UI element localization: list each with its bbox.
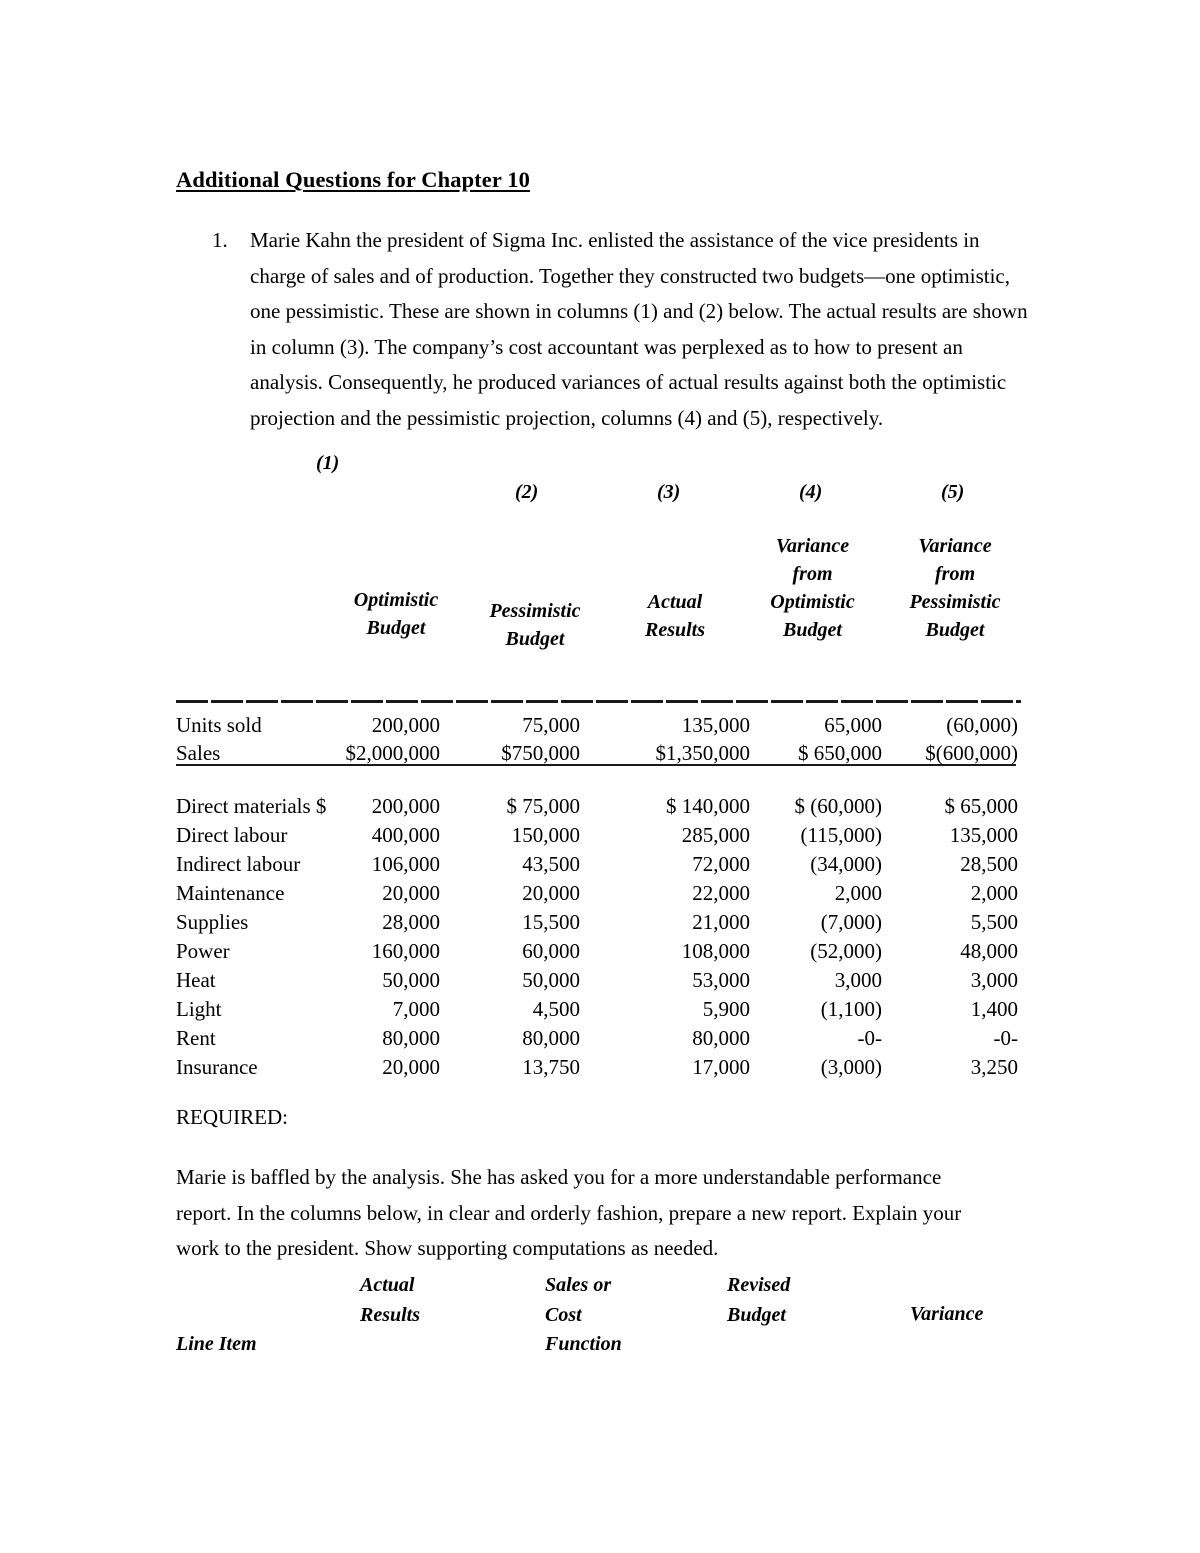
table-row — [0, 821, 1200, 849]
column-header-line: Actual — [647, 591, 703, 613]
row-cell: 80,000 — [522, 1026, 580, 1050]
column-header-pessimistic-budget — [465, 597, 605, 653]
row-cell: $ (60,000) — [794, 794, 882, 818]
row-cell: 21,000 — [692, 910, 750, 934]
row-cell: (60,000) — [946, 713, 1018, 737]
row-cell: 60,000 — [522, 939, 580, 963]
column-number-2: (2) — [515, 481, 539, 503]
row-cell: 200,000 — [371, 713, 440, 737]
page-title: Additional Questions for Chapter 10 — [176, 167, 530, 192]
row-cell: 28,500 — [960, 852, 1018, 876]
row-cell: (115,000) — [800, 823, 882, 847]
row-cell: 3,000 — [970, 968, 1018, 992]
row-label: Heat — [176, 968, 216, 992]
row-cell: -0- — [993, 1026, 1018, 1050]
report-header-line: Revised — [727, 1274, 791, 1296]
row-cell: 285,000 — [681, 823, 750, 847]
row-cell: 28,000 — [382, 910, 440, 934]
row-cell: 3,000 — [834, 968, 882, 992]
column-header-line: Pessimistic — [489, 600, 581, 622]
column-header-line: Budget — [366, 617, 426, 639]
table-top-rule — [176, 700, 1021, 703]
row-cell: 5,500 — [970, 910, 1018, 934]
row-cell: (34,000) — [810, 852, 882, 876]
question-text: Marie Kahn the president of Sigma Inc. enlisted the assistance of the vice presidents in charge of sales and of production. Together they constructed two budgets—one optimistic, one pessimistic. These are shown in columns (1) and (2) below. The actual results are shown in column (3). The company’s cost accountant was perplexed as to how to present an analysis. Consequently, he produced variances of actual results against both the optimistic projection and the pessimistic projection, columns (4) and (5), respectively. — [250, 228, 1028, 430]
column-header-line: Budget — [925, 619, 985, 641]
row-cell: 7,000 — [392, 997, 440, 1021]
row-label: Supplies — [176, 910, 249, 934]
row-cell: $2,000,000 — [345, 741, 440, 765]
table-row — [0, 995, 1200, 1023]
column-number-1: (1) — [316, 452, 340, 474]
table-row — [0, 711, 1200, 739]
row-cell: 20,000 — [522, 881, 580, 905]
row-cell: 2,000 — [834, 881, 882, 905]
report-header-line: Sales or — [545, 1274, 612, 1296]
row-cell: 106,000 — [371, 852, 440, 876]
row-cell: 20,000 — [382, 1055, 440, 1079]
row-cell: 160,000 — [371, 939, 440, 963]
report-header-line-item: Line Item — [176, 1333, 257, 1355]
column-header-line: Budget — [505, 628, 565, 650]
row-cell: 80,000 — [692, 1026, 750, 1050]
report-header-sales-or-cost-function — [545, 1271, 622, 1360]
row-label: Power — [176, 939, 230, 963]
row-cell: (1,100) — [820, 997, 882, 1021]
row-cell: 65,000 — [824, 713, 882, 737]
row-label: Rent — [176, 1026, 216, 1050]
row-cell: 5,900 — [702, 997, 750, 1021]
row-label: Units sold — [176, 713, 262, 737]
row-cell: 1,400 — [970, 997, 1018, 1021]
question-number: 1. — [212, 228, 228, 252]
column-header-line: Variance — [918, 535, 992, 557]
column-header-variance-from-pessimistic-budget — [885, 532, 1025, 644]
report-header-variance: Variance — [910, 1303, 984, 1325]
row-cell: 2,000 — [970, 881, 1018, 905]
column-header-line: from — [792, 563, 833, 585]
row-cell: $1,350,000 — [655, 741, 750, 765]
report-header-line: Budget — [727, 1303, 786, 1326]
row-cell: 135,000 — [949, 823, 1018, 847]
table-row — [0, 850, 1200, 878]
row-cell: 108,000 — [681, 939, 750, 963]
column-header-line: Pessimistic — [909, 591, 1001, 613]
row-label: Direct labour — [176, 823, 288, 847]
column-header-line: Optimistic — [353, 589, 439, 611]
row-label: Maintenance — [176, 881, 285, 905]
report-header-revised-budget — [727, 1271, 790, 1330]
row-cell: 20,000 — [382, 881, 440, 905]
table-row — [0, 966, 1200, 994]
row-cell: 150,000 — [511, 823, 580, 847]
column-header-optimistic-budget — [326, 586, 466, 642]
row-cell: $ 650,000 — [798, 741, 882, 765]
column-header-line: from — [935, 563, 975, 585]
row-cell: 13,750 — [522, 1055, 580, 1079]
table-row — [0, 792, 1200, 820]
column-header-variance-from-optimistic-budget — [745, 532, 880, 644]
row-cell: 22,000 — [692, 881, 750, 905]
row-cell: 17,000 — [692, 1055, 750, 1079]
row-cell: 50,000 — [382, 968, 440, 992]
column-header-line: Budget — [783, 619, 842, 641]
report-header-actual-results — [360, 1271, 420, 1330]
row-cell: (52,000) — [810, 939, 882, 963]
row-cell: 400,000 — [371, 823, 440, 847]
row-cell: 72,000 — [692, 852, 750, 876]
row-label: Indirect labour — [176, 852, 301, 876]
row-label: Sales — [176, 741, 221, 765]
row-cell: 80,000 — [382, 1026, 440, 1050]
row-cell: -0- — [857, 1026, 882, 1050]
column-header-actual-results — [620, 588, 730, 644]
row-cell: $ 140,000 — [666, 794, 750, 818]
row-cell: 4,500 — [532, 997, 580, 1021]
row-cell: 3,250 — [970, 1055, 1018, 1079]
row-cell: $ 75,000 — [506, 794, 580, 818]
table-row — [0, 1024, 1200, 1052]
required-heading: REQUIRED: — [176, 1105, 288, 1129]
row-cell: 53,000 — [692, 968, 750, 992]
row-cell: 48,000 — [960, 939, 1018, 963]
report-header-line: Results — [360, 1303, 421, 1326]
row-cell: $ 65,000 — [944, 794, 1018, 818]
row-cell: (3,000) — [820, 1055, 882, 1079]
row-cell: 15,500 — [522, 910, 580, 934]
report-header-line: Actual — [360, 1274, 415, 1296]
row-cell: 43,500 — [522, 852, 580, 876]
table-row — [0, 937, 1200, 965]
report-header-line: Function — [545, 1333, 622, 1355]
row-cell: $750,000 — [501, 741, 580, 765]
row-cell: 75,000 — [522, 713, 580, 737]
column-header-line: Optimistic — [770, 591, 855, 613]
table-row — [0, 1053, 1200, 1081]
column-number-5: (5) — [941, 481, 965, 503]
row-cell: $(600,000) — [925, 741, 1018, 765]
row-cell: (7,000) — [820, 910, 882, 934]
row-label: Direct materials $ — [176, 794, 327, 818]
table-row — [0, 879, 1200, 907]
report-header-line: Cost — [545, 1303, 582, 1326]
column-number-4: (4) — [799, 481, 823, 503]
table-row — [0, 739, 1200, 767]
row-cell: 135,000 — [681, 713, 750, 737]
row-cell: 50,000 — [522, 968, 580, 992]
column-header-line: Variance — [775, 535, 850, 557]
table-row — [0, 908, 1200, 936]
required-text: Marie is baffled by the analysis. She has asked you for a more understandable performance report. In the columns below, in clear and orderly fashion, prepare a new report. Explain your work to the president. Show supporting computations as needed. — [176, 1165, 962, 1260]
row-cell: 200,000 — [371, 794, 440, 818]
row-label: Light — [176, 997, 222, 1021]
column-number-3: (3) — [657, 481, 681, 503]
row-label: Insurance — [176, 1055, 258, 1079]
column-header-line: Results — [644, 619, 706, 641]
